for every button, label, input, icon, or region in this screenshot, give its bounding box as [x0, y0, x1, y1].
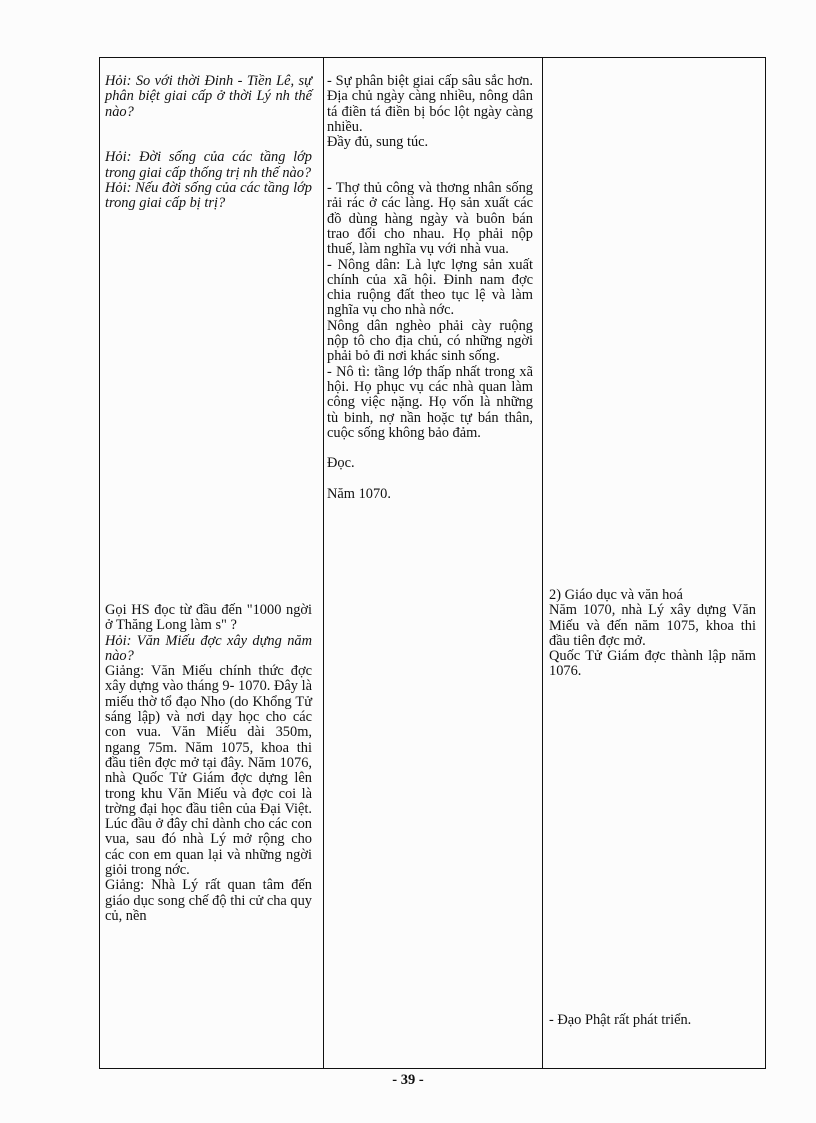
lecture-education: Giảng: Nhà Lý rất quan tâm đến giáo dục song chế độ thi cử cha quy củ, nền [105, 877, 312, 924]
question-class-distinction: Hỏi: So với thời Đinh - Tiền Lê, sự phân biệt giai cấp ở thời Lý nh thế nào? [105, 73, 312, 120]
teacher-column-lower [105, 603, 312, 924]
note-buddhism: - Đạo Phật rất phát triển. [549, 1012, 692, 1028]
student-column [327, 74, 533, 502]
answer-read: Đọc. [327, 455, 355, 472]
answer-poor-peasants: Nông dân nghèo phải cày ruộng nộp tô cho địa chủ, có những ngời phải bỏ đi nơi khác sinh sống. [327, 317, 533, 365]
section-heading-education-culture: 2) Giáo dục và văn hoá [549, 587, 683, 603]
lecture-van-mieu: Giảng: Văn Miếu chính thức đợc xây dựng vào tháng 9- 1070. Đây là miếu thờ tổ đạo Nho (do Khổng Tử sáng lập) và nơi dạy học cho các con vua. Văn Miếu dài 350m, ngang 75m. Năm 1075, khoa thi đầu tiên đợc mở tại đây. Năm 1076, nhà Quốc Tử Giám đợc dựng lên trong khu Văn Miếu và đợc coi là trờng đại học đầu tiên của Đại Việt. Lúc đầu ở đây chỉ dành cho các con vua, sau đó nhà Lý mở rộng cho các con em quan lại và những ngời giỏi trong nớc. [105, 663, 312, 879]
notes-column [549, 588, 756, 680]
answer-artisans-merchants: - Thợ thủ công và thơng nhân sống rải rác ở các làng. Họ sản xuất các đồ dùng hàng ngày và buôn bán trao đổi cho nhau. Họ phải nộp thuế, làm nghĩa vụ với nhà vua. [327, 180, 533, 258]
notes-column-lower [549, 1013, 756, 1028]
note-quoc-tu-giam: Quốc Tử Giám đợc thành lập năm 1076. [549, 648, 756, 680]
question-ruled-class-life: Hỏi: Nếu đời sống của các tầng lớp trong giai cấp bị trị? [105, 180, 312, 212]
column-divider-2 [542, 58, 543, 1068]
answer-peasants: - Nông dân: Là lực lợng sản xuất chính của xã hội. Đinh nam đợc chia ruộng đất theo tục lệ và làm nghĩa vụ cho nhà nớc. [327, 256, 533, 319]
read-instruction: Gọi HS đọc từ đầu đến "1000 ngời ở Thăng Long làm s" ? [105, 602, 312, 634]
answer-year: Năm 1070. [327, 486, 391, 503]
teacher-column [105, 74, 312, 212]
answer-ruling-class-life: Đầy đủ, sung túc. [327, 134, 429, 151]
question-ruling-class-life: Hỏi: Đời sống của các tầng lớp trong giai cấp thống trị nh thế nào? [105, 149, 312, 181]
column-divider-1 [323, 58, 324, 1068]
note-van-mieu: Năm 1070, nhà Lý xây dựng Văn Miếu và đến năm 1075, khoa thi đầu tiên đợc mở. [549, 602, 756, 649]
question-van-mieu-year: Hỏi: Văn Miếu đợc xây dựng năm nào? [105, 632, 312, 664]
answer-slaves: - Nô tì: tầng lớp thấp nhất trong xã hội. Họ phục vụ các nhà quan làm công việc nặng. Họ vốn là những tù binh, nợ nần hoặc tự bán thân, cuộc sống không bảo đảm. [327, 363, 533, 441]
answer-class-distinction: - Sự phân biệt giai cấp sâu sắc hơn. Địa chủ ngày càng nhiều, nông dân tá điền tá điền bị bóc lột ngày càng nhiều. [327, 73, 533, 135]
page-number: - 39 - [392, 1072, 424, 1088]
